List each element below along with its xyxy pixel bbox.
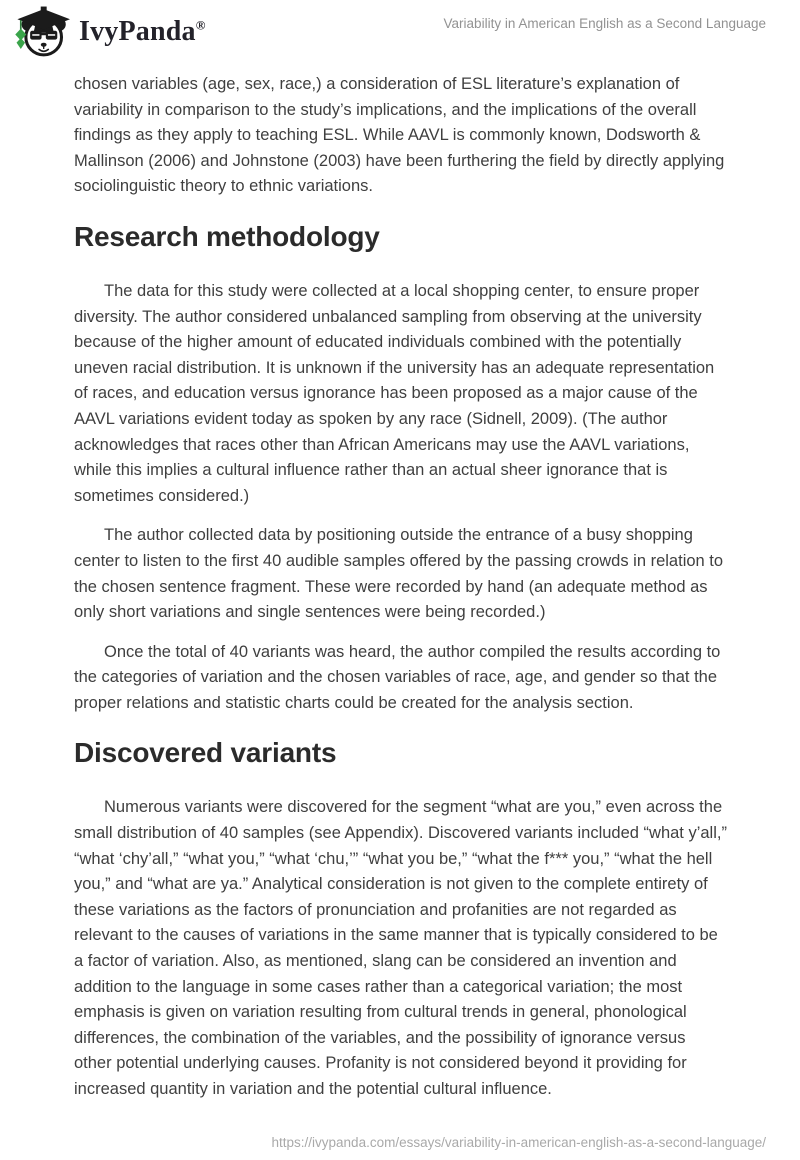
- paragraph: The author collected data by positioning outside the entrance of a busy shopping center to listen to the first 40 audible samples offered by the passing crowds in relation to the chosen sentence fragment. These were recorded by hand (an adequate method as only short variations and single sentences were being recorded.): [74, 526, 724, 622]
- ivypanda-brand: [14, 6, 206, 58]
- brand-name: IvyPanda®: [79, 16, 206, 47]
- page-header: [0, 0, 800, 64]
- registered-trademark: ®: [195, 17, 206, 33]
- panda-graduate-icon: [14, 6, 70, 58]
- section-heading-research-methodology: Research methodology: [74, 220, 380, 252]
- paragraph: Once the total of 40 variants was heard, the author compiled the results according to the categories of variation and the chosen variables of race, age, and gender so that the proper relations and statistic charts could be created for the analysis section.: [74, 642, 721, 712]
- source-url: https://ivypanda.com/essays/variability-in-american-english-as-a-second-language/: [271, 1135, 766, 1150]
- essay-content: [0, 64, 800, 1103]
- paragraph: Numerous variants were discovered for the segment “what are you,” even across the small distribution of 40 samples (see Appendix). Discovered variants included “what y’all,” “what ‘chy’all,” “what you,” “what ‘chu,’” “what you be,” “what the f*** you,” “what the hell you,” and “what are ya.” Analytical consideration is not given to the complete entirety of these variations as the factors of pronunciation and profanities are not regarded as relevant to the causes of variations in the same manner that is typically considered to be a factor of variation. Also, as mentioned, slang can be considered an invention and addition to the language in some cases rather than a categorical variation; the most emphasis is given on variation resulting from cultural trends in general, phonological differences, the combination of the variables, and the possibility of ignorance versus other potential underlying causes. Profanity is not considered beyond it providing for increased quantity in variation and the potential cultural influence.: [74, 798, 727, 1098]
- paragraph: The data for this study were collected at a local shopping center, to ensure proper diversity. The author considered unbalanced sampling from observing at the university because of the higher amount of educated individuals combined with the potentially uneven racial distribution. It is unknown if the university has an adequate representation of races, and education versus ignorance has been proposed as a major cause of the AAVL variations evident today as spoken by any race (Sidnell, 2009). (The author acknowledges that races other than African Americans may use the AAVL variations, while this implies a cultural influence rather than an actual sheer ignorance that is sometimes considered.): [74, 281, 715, 505]
- paragraph-intro-continuation: chosen variables (age, sex, race,) a consideration of ESL literature’s explanation of variability in comparison to the study’s implications, and the implications of the overall findings as they apply to teaching ESL. While AAVL is commonly known, Dodsworth & Mallinson (2006) and Johnstone (2003) have been furthering the field by directly applying sociolinguistic theory to ethnic variations.: [74, 75, 725, 196]
- section-heading-discovered-variants: Discovered variants: [74, 737, 337, 769]
- running-head-title: Variability in American English as a Second Language: [443, 16, 766, 31]
